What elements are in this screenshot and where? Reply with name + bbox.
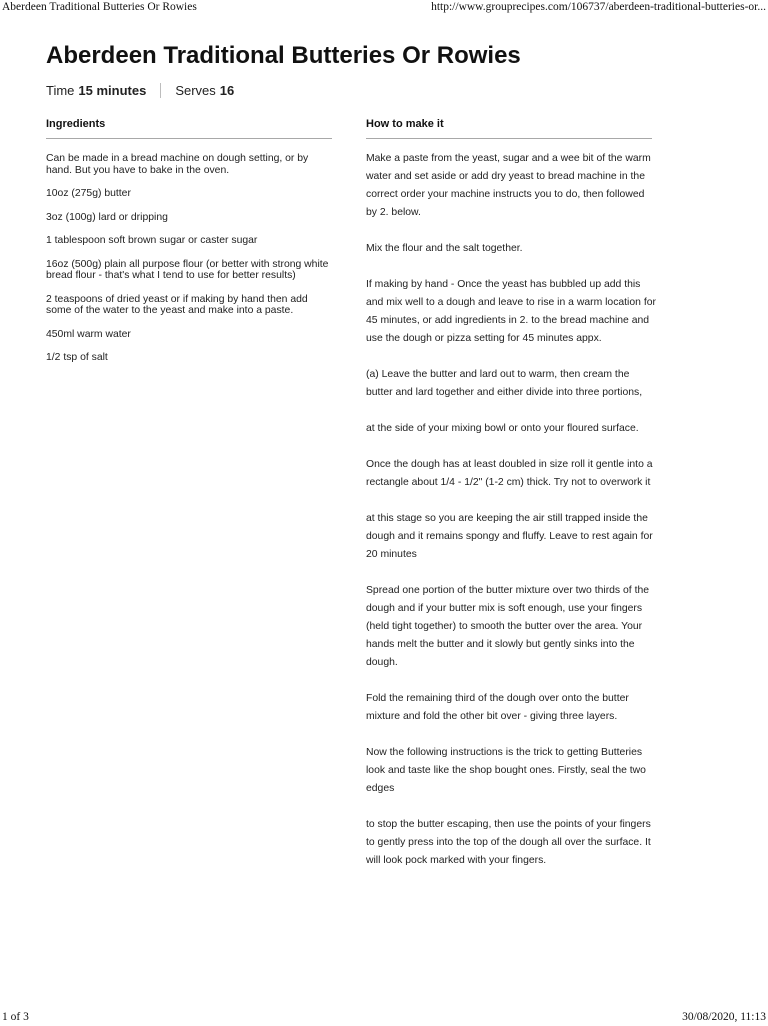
direction-step: Spread one portion of the butter mixture over two thirds of the dough and if your butter mix is soft enough, use your fingers (held tight together) to smooth the butter over the area. Your hands melt the butter and it slowly but gently sinks into the dough. [366, 585, 650, 668]
serves-value: 16 [219, 83, 235, 98]
recipe-meta [46, 83, 234, 98]
ingredient-item: 3oz (100g) lard or dripping [46, 211, 168, 223]
page-indicator: 1 of 3 [2, 1011, 29, 1023]
print-header-url: http://www.grouprecipes.com/106737/aberdeen-traditional-butteries-or... [431, 1, 766, 13]
print-header [0, 0, 768, 16]
direction-step: at the side of your mixing bowl or onto your floured surface. [366, 423, 639, 434]
ingredient-item: 1/2 tsp of salt [46, 352, 108, 363]
directions-heading: How to make it [366, 118, 652, 139]
ingredient-item: 10oz (275g) butter [46, 188, 131, 199]
time-label: Time [46, 83, 75, 98]
direction-step: Mix the flour and the salt together. [366, 243, 523, 254]
direction-step: Once the dough has at least doubled in size roll it gentle into a rectangle about 1/4 - 1/2" (1-2 cm) thick. Try not to overwork it [366, 459, 653, 488]
ingredient-item: 1 tablespoon soft brown sugar or caster sugar [46, 235, 258, 246]
ingredient-item: Can be made in a bread machine on dough setting, or by hand. But you have to bake in the oven. [46, 153, 309, 176]
direction-step: Fold the remaining third of the dough over onto the butter mixture and fold the other bit over - giving three layers. [366, 693, 629, 722]
meta-divider [160, 83, 161, 98]
ingredient-item: 450ml warm water [46, 328, 131, 340]
direction-step: Now the following instructions is the trick to getting Butteries look and taste like the shop bought ones. Firstly, seal the two edges [366, 747, 646, 794]
direction-step: (a) Leave the butter and lard out to warm, then cream the butter and lard together and either divide into three portions, [366, 369, 643, 398]
ingredient-item: 16oz (500g) plain all purpose flour (or better with strong white bread flour - that's what I tend to use for better results) [46, 258, 329, 281]
direction-step: at this stage so you are keeping the air still trapped inside the dough and it remains spongy and fluffy. Leave to rest again for 20 minutes [366, 513, 653, 560]
recipe-title: Aberdeen Traditional Butteries Or Rowies [46, 42, 521, 69]
ingredient-item: 2 teaspoons of dried yeast or if making by hand then add some of the water to the yeast and make into a paste. [46, 293, 308, 316]
directions-list [366, 150, 656, 888]
direction-step: to stop the butter escaping, then use the points of your fingers to gently press into the top of the dough all over the surface. It will look pock marked with your fingers. [366, 819, 651, 866]
print-header-title: Aberdeen Traditional Butteries Or Rowies [2, 1, 197, 13]
print-datetime: 30/08/2020, 11:13 [682, 1011, 766, 1023]
direction-step: Make a paste from the yeast, sugar and a wee bit of the warm water and set aside or add dry yeast to bread machine in the correct order your machine instructs you to do, then followed by 2. below. [366, 153, 651, 218]
serves-label: Serves [175, 83, 216, 98]
direction-step: If making by hand - Once the yeast has bubbled up add this and mix well to a dough and leave to rise in a warm location for 45 minutes, or add ingredients in 2. to the bread machine and use the dough or pizza setting for 45 minutes appx. [366, 279, 656, 344]
time-value: 15 minutes [78, 83, 147, 98]
ingredients-heading: Ingredients [46, 118, 332, 139]
ingredients-list [46, 153, 334, 376]
